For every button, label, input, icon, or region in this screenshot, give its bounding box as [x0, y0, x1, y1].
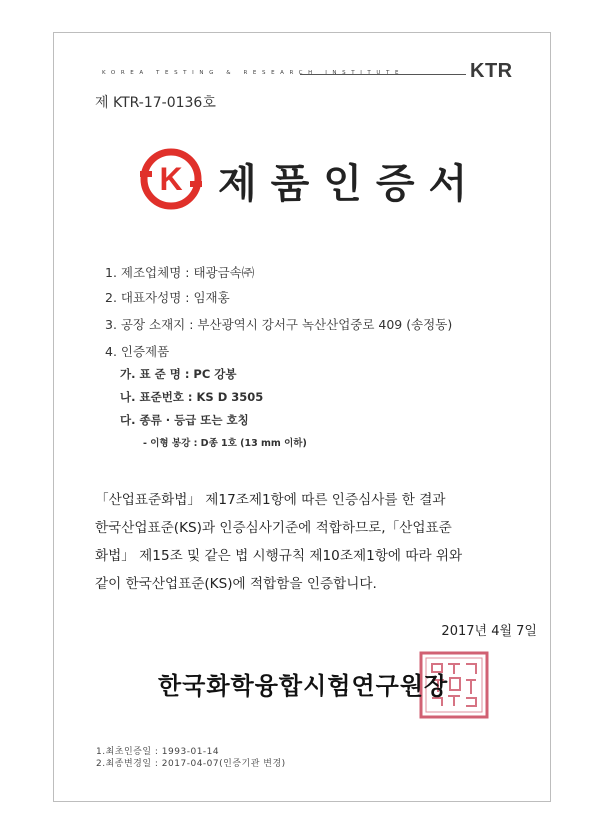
item-value: 임재홍: [193, 290, 230, 305]
ks-mark-letter: K: [159, 161, 183, 197]
item-factory-address: [105, 315, 452, 333]
statement-line: 「산업표준화법」 제17조제1항에 따른 인증심사를 한 결과: [95, 492, 446, 508]
statement-line: 화법」 제15조 및 같은 법 시행규칙 제10조제1항에 따라 위와: [95, 548, 463, 564]
certification-statement: [95, 486, 535, 598]
last-change-date: 2.최종변경일 : 2017-04-07(인증기관 변경): [96, 758, 286, 769]
item-value: 태광금속㈜: [193, 265, 255, 280]
item-separator: :: [185, 317, 198, 332]
issuer-name: 한국화학융합시험연구원장: [158, 672, 449, 700]
product-standard-name: 가. 표 준 명 : PC 강봉: [120, 367, 237, 381]
product-standard-number: 나. 표준번호 : KS D 3505: [120, 390, 264, 404]
institute-name: KOREA TESTING & RESEARCH INSTITUTE: [102, 70, 405, 76]
item-label: 3. 공장 소재지: [105, 317, 186, 332]
statement-line: 같이 한국산업표준(KS)에 적합함을 인증합니다.: [95, 576, 377, 592]
document-title: 제품인증서: [218, 161, 482, 207]
item-label: 2. 대표자성명: [105, 290, 182, 305]
product-grade-heading: 다. 종류 · 등급 또는 호칭: [120, 413, 249, 427]
certification-history: [96, 747, 286, 770]
statement-line: 한국산업표준(KS)과 인증심사기준에 적합하므로,「산업표준: [95, 520, 452, 536]
ks-mark-logo: [140, 148, 202, 210]
item-value: 부산광역시 강서구 녹산산업중로 409 (송정동): [197, 317, 453, 332]
item-label: 4. 인증제품: [105, 344, 170, 359]
item-representative: [105, 288, 230, 306]
header-rule: [300, 74, 466, 75]
product-grade-detail: - 이형 봉강 : D종 1호 (13 mm 이하): [143, 438, 307, 449]
item-separator: :: [181, 290, 194, 305]
certificate-number: 제 KTR-17-0136호: [95, 95, 216, 111]
ktr-logo: KTR: [470, 60, 513, 82]
issue-date: 2017년 4월 7일: [441, 624, 537, 639]
item-separator: :: [181, 265, 194, 280]
item-certified-product: [105, 342, 169, 360]
item-manufacturer: [105, 263, 254, 281]
first-certification-date: 1.최초인증일 : 1993-01-14: [96, 747, 220, 757]
item-label: 1. 제조업체명: [105, 265, 182, 280]
